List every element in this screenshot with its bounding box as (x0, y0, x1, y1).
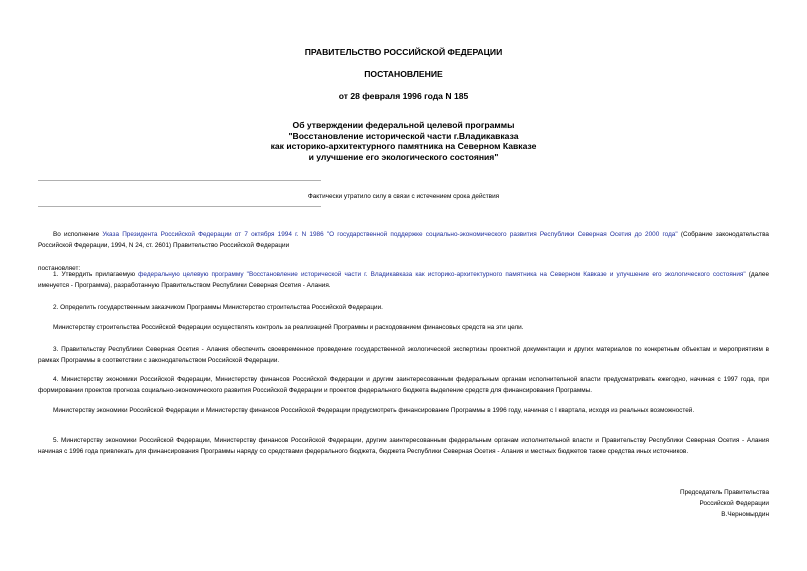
document-date-number: от 28 февраля 1996 года N 185 (338, 91, 469, 101)
clause-5: 5. Министерству экономики Российской Федерации, Министерству финансов Российской Федерации, другим заинтересованным федеральным органам исполнительной власти и Правительству Республики Северная Осетия - Алания начиная с 1996 года привлекать для финансирования Программы наряду со средствами федерального бюджета, бюджета Республики Северная Осетия - Алания и местных бюджетов также средства иных источников. (38, 437, 769, 455)
signature-block (680, 487, 769, 520)
document-title-line: как историко-архитектурного памятника на Северном Кавказе (270, 141, 537, 151)
clause-text: (далее именуется - Программа), разработанную Правительством Республики Северная Осетия - Алания. (38, 271, 769, 289)
document-title (0, 120, 807, 162)
clause-4: 4. Министерству экономики Российской Федерации, Министерству финансов Российской Федерации и другим заинтересованным федеральным органам исполнительной власти предусматривать ежегодно, начиная с 1997 года, при формировании проектов прогноза социально-экономического развития Российской Федерации и проектов федерального бюджета выделение средств для финансирования Программы. (38, 376, 769, 394)
document-title-line: Об утверждении федеральной целевой программы (292, 120, 515, 130)
clause-text: 1. Утвердить прилагаемую (53, 271, 139, 278)
preamble-paragraph (38, 230, 769, 251)
decrees-label: постановляет: (38, 265, 81, 272)
preamble-text: (Собрание законодательства Российской Федерации, 1994, N 24, ст. 2601) Правительство Российской Федерации (38, 231, 769, 249)
clause-3: 3. Правительству Республики Северная Осетия - Алания обеспечить своевременное проведение государственной экологической экспертизы проектной документации и других материалов по конкретным объектам и мероприятиям в рамках Программы в соответствии с законодательством Российской Федерации. (38, 346, 769, 364)
clause-4-extra: Министерству экономики Российской Федерации и Министерству финансов Российской Федерации предусмотреть финансирование Программы в 1996 году, начиная с I квартала, исходя из реальных возможностей. (53, 407, 695, 414)
document-title-line: и улучшение его экологического состояния" (308, 151, 499, 162)
document-type: ПОСТАНОВЛЕНИЕ (364, 69, 443, 79)
signatory-organization: Российской Федерации (699, 500, 769, 507)
program-link[interactable]: федеральную целевую программу "Восстановление исторической части г. Владикавказа как историко-архитектурного памятника на Северном Кавказе и улучшение его экологического состояния" (138, 271, 746, 278)
presidential-decree-link[interactable]: Указа Президента Российской Федерации от 7 октября 1994 г. N 1986 "О государственной поддержке социально-экономического развития Республики Северная Осетия до 2000 года" (102, 231, 678, 238)
divider-bottom (38, 206, 321, 207)
signatory-position: Председатель Правительства (680, 489, 769, 496)
document-title-line: "Восстановление исторической части г.Владикавказа (288, 130, 519, 141)
divider-top (38, 180, 321, 181)
issuing-authority: ПРАВИТЕЛЬСТВО РОССИЙСКОЙ ФЕДЕРАЦИИ (304, 47, 503, 57)
clause-1 (38, 270, 769, 291)
signatory-name: В.Черномырдин (721, 511, 769, 518)
clause-2-extra: Министерству строительства Российской Федерации осуществлять контроль за реализацией Программы и расходованием финансовых средств на эти цели. (53, 324, 524, 331)
status-note: Фактически утратило силу в связи с истечением срока действия (307, 193, 500, 200)
clause-2: 2. Определить государственным заказчиком Программы Министерство строительства Российской Федерации. (53, 304, 383, 311)
preamble-text: Во исполнение (53, 231, 103, 238)
